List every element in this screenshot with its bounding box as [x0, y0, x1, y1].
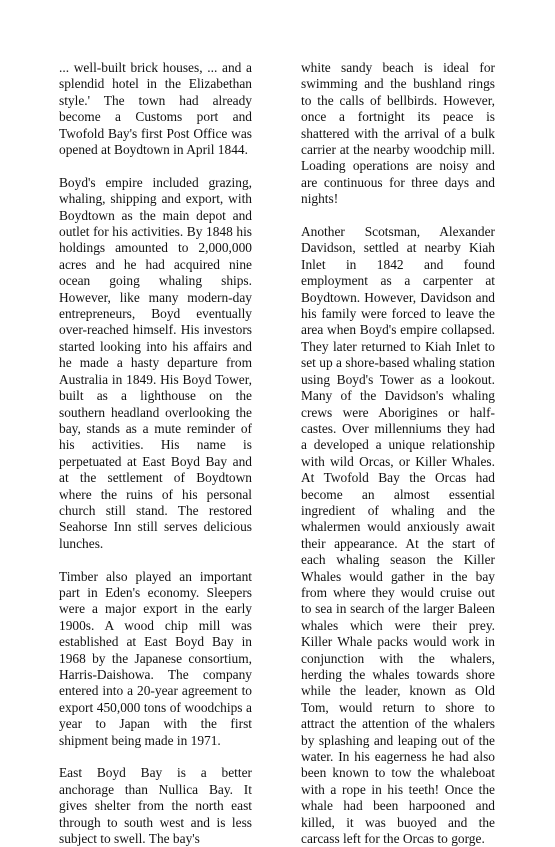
- paragraph-davidson-whaling: Another Scotsman, Alexander Davidson, settled at nearby Kiah Inlet in 1842 and found employment as a carpenter at Boydtown. However, Davidson and his family were forced to leave the area when Boyd's empire collapsed. They later returned to Kiah Inlet to set up a shore-based whaling station using Boyd's Tower as a lookout. Many of the Davidson's whaling crews were Aborigines or half-castes. Over millenniums they had a developed a unique relationship with wild Orcas, or Killer Whales. At Twofold Bay the Orcas had become an almost essential ingredient of whaling and the whalermen would anxiously await their appearance. At the start of each whaling season the Killer Whales would gather in the bay from where they would cruise out to sea in search of the larger Baleen whales which were their prey. Killer Whale packs would work in conjunction with the whalers, herding the whales towards shore while the leader, known as Old Tom, would return to shore to attract the attention of the whalers by splashing and leaping out of the water. In his eagerness he had also been known to tow the whaleboat with a rope in his teeth! Once the whale had been harpooned and killed, it was buoyed and the carcass left for the Orcas to gorge.: [301, 224, 495, 847]
- paragraph-boydtown-hotel: ... well-built brick houses, ... and a splendid hotel in the Elizabethan style.' The town had already become a Customs port and Twofold Bay's first Post Office was opened at Boydtown in April 1844.: [59, 60, 252, 158]
- paragraph-east-boyd-bay: East Boyd Bay is a better anchorage than Nullica Bay. It gives shelter from the north east through to south west and is less subject to swell. The bay's: [59, 765, 252, 847]
- left-text-column: [59, 60, 252, 847]
- right-text-column: [301, 60, 495, 847]
- paragraph-boyds-empire: Boyd's empire included grazing, whaling, shipping and export, with Boydtown as the main depot and outlet for his activities. By 1848 his holdings amounted to 2,000,000 acres and he had acquired nine ocean going whaling ships. However, like many modern-day entrepreneurs, Boyd eventually over-reached himself. His investors started looking into his affairs and he made a hasty departure from Australia in 1849. His Boyd Tower, built as a lighthouse on the southern headland overlooking the bay, stands as a mute reminder of his activities. His name is perpetuated at East Boyd Bay and at the settlement of Boydtown where the ruins of his personal church still stand. The restored Seahorse Inn still serves delicious lunches.: [59, 174, 252, 551]
- paragraph-sandy-beach: white sandy beach is ideal for swimming and the bushland rings to the calls of bellbirds. However, once a fortnight its peace is shattered with the arrival of a bulk carrier at the nearby woodchip mill. Loading operations are noisy and are continuous for three days and nights!: [301, 60, 495, 207]
- paragraph-timber-economy: Timber also played an important part in Eden's economy. Sleepers were a major export in the early 1900s. A wood chip mill was established at East Boyd Bay in 1968 by the Japanese consortium, Harris-Daishowa. The company entered into a 20-year agreement to export 450,000 tons of woodchips a year to Japan with the first shipment being made in 1971.: [59, 568, 252, 748]
